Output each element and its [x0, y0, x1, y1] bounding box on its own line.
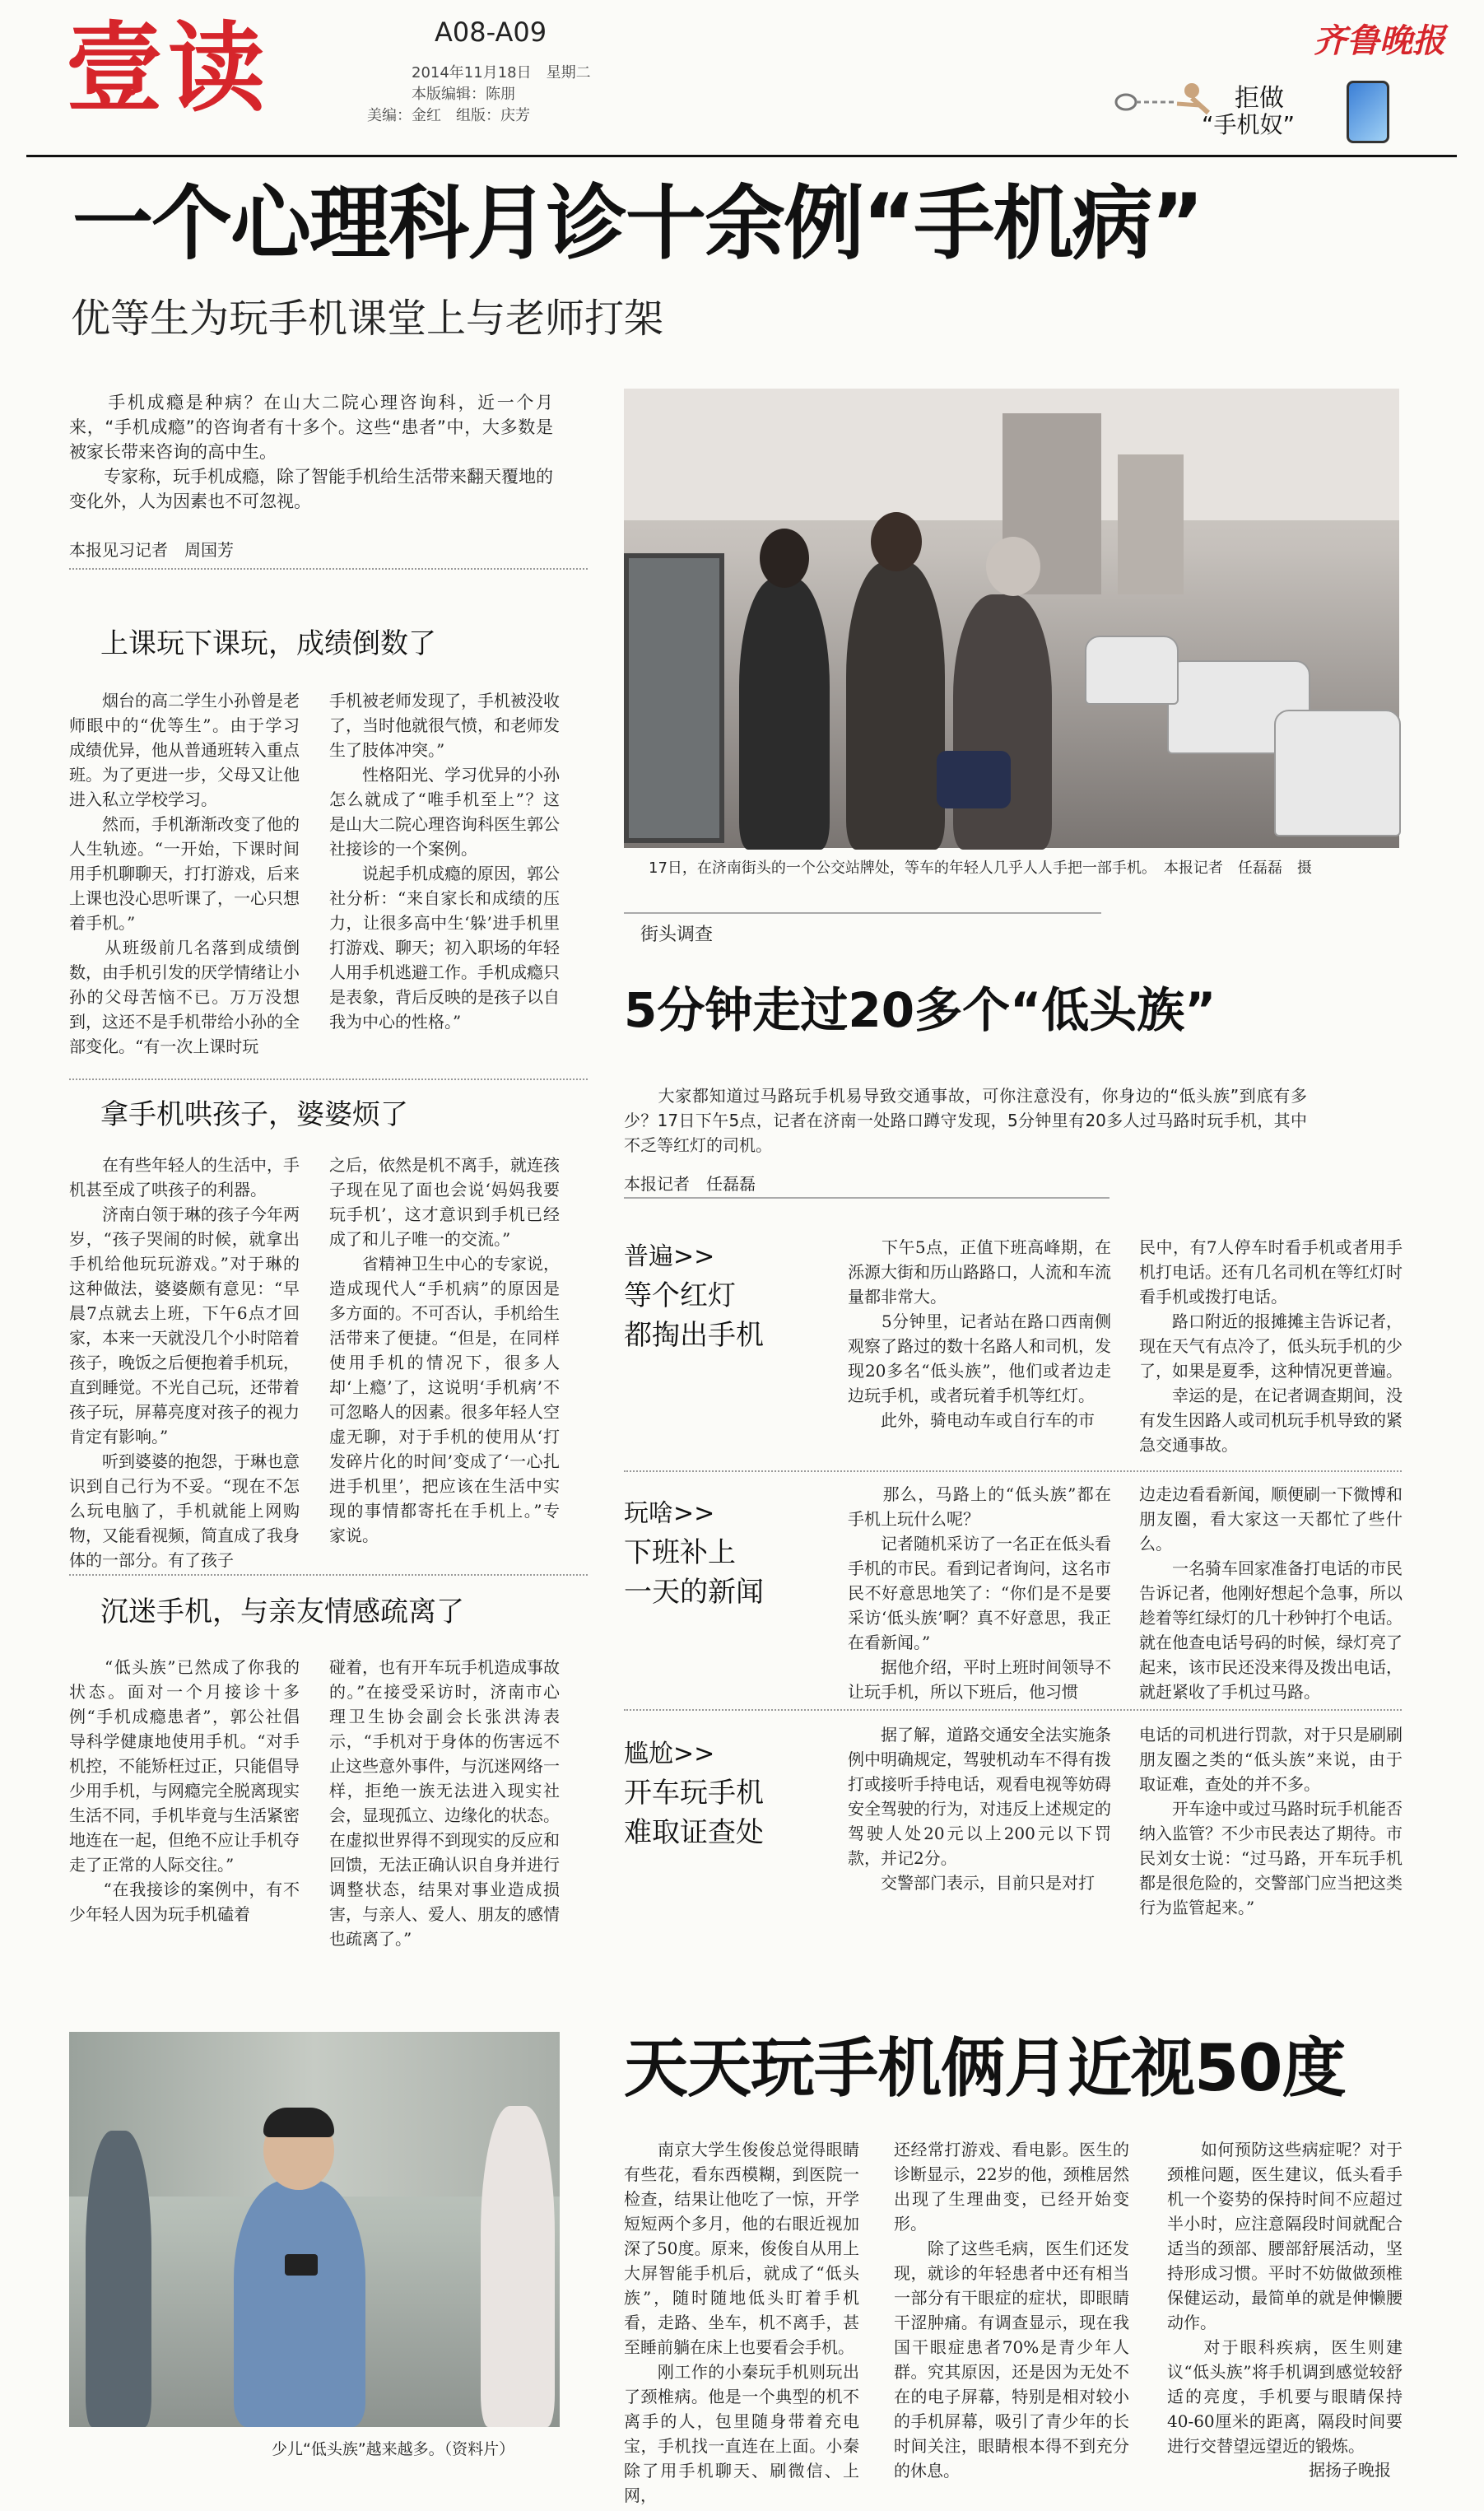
art-credit: 美编：金红 组版：庆芳: [367, 107, 530, 124]
commuter: [739, 578, 830, 850]
street-byline-divider: [624, 1197, 1110, 1199]
date: 2014年11月18日: [412, 64, 532, 82]
block1-line1: 等个红灯: [624, 1279, 736, 1312]
phone-illustration: [1347, 81, 1389, 143]
building: [1118, 454, 1184, 594]
section3-col1: “低头族”已然成了你我的状态。面对一个月接诊十多例“手机成瘾患者”，郭公社倡导科学健康地使用手机。“对手机控，不能矫枉过正，只能倡导少用手机，与网瘾完全脱离现实生活不同，手机毕竟与生活紧密地连在一起，但绝不应让手机夺走了正常的人际交往。” “在我接诊的案例中，有不少年轻人因为玩手机磕着: [69, 1657, 300, 1924]
street-byline: 本报记者 任磊磊: [624, 1174, 756, 1194]
weekday: 星期二: [546, 64, 591, 82]
slogan-line2: “手机奴”: [1202, 111, 1296, 138]
section1-col1: 烟台的高二学生小孙曾是老师眼中的“优等生”。由于学习成绩优异，他从普通班转入重点班。为了更进一步，父母又让他进入私立学校学习。 然而，手机渐渐改变了他的人生轨迹。“一开始，下课时间用手机聊聊天，打打游戏，后来上课也没心思听课了，一心只想着手机。” 从班级前几名落到成绩倒数，由手机引发的厌学情绪让小孙的父母苦恼不已。万万没想到，这还不是手机带给小孙的全部变化。“有一次上课时玩: [69, 691, 300, 1056]
block1-tag: 普遍>>: [624, 1242, 715, 1271]
bystander: [86, 2131, 151, 2427]
child-figure: [234, 2180, 365, 2427]
commuter: [846, 561, 945, 850]
street-lead: 大家都知道过马路玩手机易导致交通事故，可你注意没有，你身边的“低头族”到底有多少？17日下午5点，记者在济南一处路口蹲守发现，5分钟里有20多人过马路时玩手机，其中不乏等红灯的司机。: [624, 1086, 1307, 1155]
block1-col1: 下午5点，正值下班高峰期，在泺源大街和历山路路口，人流和车流量都非常大。 5分钟里，记者站在路口西南侧观察了路过的数十名路人和司机，发现20多名“低头族”，他们或者边走边玩手机，或者玩着手机等红灯。 此外，骑电动车或自行车的市: [848, 1237, 1111, 1430]
section1-divider: [69, 1078, 588, 1080]
section2-col1: 在有些年轻人的生活中，手机甚至成了哄孩子的利器。 济南白领于琳的孩子今年两岁，“孩子哭闹的时候，就拿出手机给他玩玩游戏。”对于琳的这种做法，婆婆颇有意见：“早晨7点就去上班，下午6点才回家，本来一天就没几个小时陪着孩子，晚饭之后便抱着手机玩，直到睡觉。不光自己玩，还带着孩子玩，屏幕亮度对孩子的视力肯定有影响。” 听到婆婆的抱怨，于琳也意识到自己行为不妥。“现在不怎么玩电脑了，手机就能上网购物，又能看视频，简直成了我身体的一部分。有了孩子: [69, 1155, 300, 1570]
main-subtitle: 优等生为玩手机课堂上与老师打架: [71, 296, 664, 342]
child-hair: [263, 2108, 334, 2137]
block2-line2: 一天的新闻: [624, 1576, 764, 1609]
block2-tag: 玩啥>>: [624, 1499, 715, 1528]
photo2-caption: 少儿“低头族”越来越多。（资料片）: [272, 2440, 515, 2458]
block1-label: [624, 1238, 821, 1355]
block3-tag: 尴尬>>: [624, 1740, 715, 1768]
block3-label: [624, 1735, 821, 1852]
block1-line2: 都掏出手机: [624, 1319, 764, 1352]
block1-divider: [624, 1470, 1402, 1472]
block3-col1: 据了解，道路交通安全法实施条例中明确规定，驾驶机动车不得有拨打或接听手持电话，观看电视等妨碍安全驾驶的行为，对违反上述规定的驾驶人处20元以上200元以下罚款，并记2分。 交警部门表示，目前只是对打: [848, 1725, 1111, 1893]
bottom-col1: 南京大学生俊俊总觉得眼睛有些花，看东西模糊，到医院一检查，结果让他吃了一惊，开学短短两个多月，他的右眼近视加深了50度。原来，俊俊自从用上大屏智能手机后，就成了“低头族”，随时随地低头盯着手机看，走路、坐车，机不离手，甚至睡前躺在床上也要看会手机。 刚工作的小秦玩手机则玩出了颈椎病。他是一个典型的机不离手的人，包里随身带着充电宝，手机找一直连在上面。小秦除了用手机聊天、刷微信、上网，: [624, 2140, 859, 2505]
section2-divider: [69, 1574, 588, 1576]
block1-col2: 民中，有7人停车时看手机或者用手机打电话。还有几名司机在等红灯时看手机或拨打电话。 路口附近的报摊摊主告诉记者，现在天气有点冷了，低头玩手机的少了，如果是夏季，这种情况更普遍。 幸运的是，在记者调查期间，没有发生因路人或司机玩手机导致的紧急交通事故。: [1139, 1237, 1403, 1455]
main-headline: 一个心理科月诊十余例“手机病”: [72, 177, 1203, 271]
bottom-title: 天天玩手机俩月近视50度: [624, 2032, 1346, 2106]
photo1-caption: 17日，在济南街头的一个公交站牌处，等车的年轻人几乎人人手把一部手机。 本报记者 任磊磊 摄: [649, 860, 1312, 877]
editor-credit: 本版编辑：陈朋: [412, 86, 515, 103]
bystander: [481, 2106, 555, 2427]
section3-heading: 沉迷手机，与亲友情感疏离了: [100, 1596, 464, 1628]
section-logo: 壹读: [66, 12, 271, 125]
masthead-divider: [26, 155, 1457, 157]
commuter-head: [871, 512, 922, 571]
car: [1085, 636, 1179, 705]
commuter-head: [986, 537, 1040, 596]
car: [1274, 710, 1401, 836]
lead-text: 手机成瘾是种病？在山大二院心理咨询科，近一个月来，“手机成瘾”的咨询者有十多个。这些“患者”中，大多数是被家长带来咨询的高中生。 专家称，玩手机成瘾，除了智能手机给生活带来翻天覆地的变化外，人为因素也不可忽视。: [69, 393, 553, 511]
bottom-col3: 如何预防这些病症呢？对于颈椎问题，医生建议，低头看手机一个姿势的保持时间不应超过半小时，应注意隔段时间就配合适当的颈部、腰部舒展活动，坚持形成习惯。平时不妨做做颈椎保健运动，最简单的就是伸懒腰动作。 对于眼科疾病，医生则建议“低头族”将手机调到感觉较舒适的亮度，手机要与眼睛保持40-60厘米的距离，隔段时间要进行交替望远望近的锻炼。: [1167, 2140, 1403, 2456]
section1-col2: 手机被老师发现了，手机被没收了，当时他就很气愤，和老师发生了肢体冲突。” 性格阳光、学习优异的小孙怎么就成了“唯手机至上”？这是山大二院心理咨询科医生郭公社接诊的一个案例。 说起手机成瘾的原因，郭公社分析：“来自家长和成绩的压力，让很多高中生‘躲’进手机里打游戏、聊天；初入职场的年轻人用手机逃避工作。手机成瘾只是表象，背后反映的是孩子以自我为中心的性格。”: [329, 691, 560, 1032]
block2-label: [624, 1495, 821, 1612]
commuter-head: [760, 529, 809, 588]
block3-line2: 难取证查处: [624, 1816, 764, 1849]
child-phone: [285, 2254, 318, 2276]
slogan-line1: 拒做: [1235, 84, 1284, 113]
masthead: [0, 0, 1484, 156]
block3-col2: 电话的司机进行罚款，对于只是刷刷朋友圈之类的“低头族”来说，由于取证难，查处的并不多。 开车途中或过马路时玩手机能否纳入监管？不少市民表达了期待。市民刘女士说：“过马路，开车玩手机都是很危险的，交警部门应当把这类行为监管起来。”: [1139, 1725, 1403, 1917]
handbag: [937, 751, 1011, 808]
block2-divider: [624, 1709, 1402, 1711]
lead-divider: [69, 568, 588, 570]
child-photo: [69, 2032, 560, 2427]
issue-date: [412, 61, 591, 82]
page-range: A08-A09: [435, 16, 547, 48]
commuter: [953, 594, 1052, 850]
street-title: 5分钟走过20多个“低头族”: [624, 982, 1217, 1038]
section2-col2: 之后，依然是机不离手，就连孩子现在见了面也会说‘妈妈我要玩手机’，这才意识到手机已经成了和儿子唯一的交流。” 省精神卫生中心的专家说，造成现代人“手机病”的原因是多方面的。不可否认，手机给生活带来了便捷。“但是，在同样使用手机的情况下，很多人却‘上瘾’了，这说明‘手机病’不可忽略人的因素。很多年轻人空虚无聊，对于手机的使用从‘打发碎片化的时间’变成了‘一心扎进手机里’，把应该在生活中实现的事情都寄托在手机上。”专家说。: [329, 1155, 560, 1545]
section3-col2: 碰着，也有开车玩手机造成事故的。”在接受采访时，济南市心理卫生协会副会长张洪涛表示，“手机对于身体的伤害远不止这些意外事件，与沉迷网络一样，拒绝一族无法进入现实社会，显现孤立、边缘化的状态。在虚拟世界得不到现实的反应和回馈，无法正确认识自身并进行调整状态，结果对事业造成损害，与亲人、爱人、朋友的感情也疏离了。”: [329, 1657, 560, 1949]
bus-sign: [624, 553, 724, 843]
section2-heading: 拿手机哄孩子，婆婆烦了: [100, 1098, 408, 1131]
bottom-source: 据扬子晚报: [1309, 2460, 1391, 2480]
block2-line1: 下班补上: [624, 1536, 736, 1569]
street-tag: 街头调查: [640, 925, 714, 945]
paper-logo: 齐鲁晚报: [1314, 21, 1445, 60]
street-divider: [624, 912, 1101, 914]
block3-line1: 开车玩手机: [624, 1777, 764, 1810]
lead-byline: 本报见习记者 周国芳: [69, 540, 234, 560]
bottom-col2: 还经常打游戏、看电影。医生的诊断显示，22岁的他，颈椎居然出现了生理曲变，已经开始变形。 除了这些毛病，医生们还发现，就诊的年轻患者中还有相当一部分有干眼症的症状，即眼睛干涩肿痛。有调查显示，现在我国干眼症患者70%是青少年人群。究其原因，还是因为无处不在的电子屏幕，特别是相对较小的手机屏幕，吸引了青少年的长时间关注，眼睛根本得不到充分的休息。: [894, 2140, 1129, 2481]
section1-heading: 上课玩下课玩，成绩倒数了: [100, 627, 436, 660]
block2-col2: 边走边看看新闻，顺便刷一下微博和朋友圈，看大家这一天都忙了些什么。 一名骑车回家准备打电话的市民告诉记者，他刚好想起个急事，所以趁着等红绿灯的几十秒钟打个电话。就在他查电话号码的时候，绿灯亮了起来，该市民还没来得及拨出电话，就赶紧收了手机过马路。: [1139, 1484, 1403, 1702]
block2-col1: 那么，马路上的“低头族”都在手机上玩什么呢？ 记者随机采访了一名正在低头看手机的市民。看到记者询问，这名市民不好意思地笑了：“你们是不是要采访‘低头族’啊？真不好意思，我正在看新闻。” 据他介绍，平时上班时间领导不让玩手机，所以下班后，他习惯: [848, 1484, 1111, 1702]
bus-stop-photo: [624, 389, 1399, 848]
